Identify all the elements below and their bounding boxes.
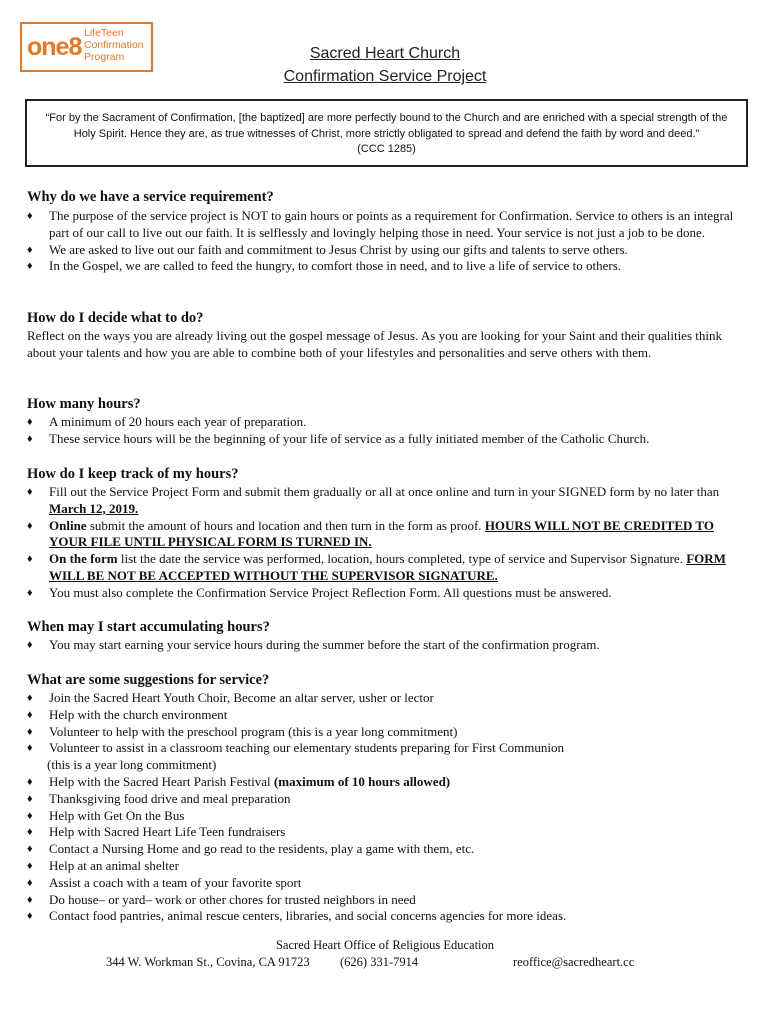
heading-track: How do I keep track of my hours? — [27, 466, 239, 482]
list-item: ♦ You may start earning your service hours during the summer before the start of the confirmation program. — [27, 637, 600, 652]
document-subtitle: Confirmation Service Project — [283, 68, 487, 85]
catechism-quote-box — [25, 99, 748, 167]
list-item: ♦ Join the Sacred Heart Youth Choir, Become an altar server, usher or lector — [27, 690, 434, 705]
diamond-bullet-icon: ♦ — [27, 708, 33, 721]
heading-suggestions: What are some suggestions for service? — [27, 672, 270, 688]
decide-paragraph: Reflect on the ways you are already living out the gospel message of Jesus. As you are looking for your Saint and their qualities think about your talents and how you are able to combine both of your lifestyles and personalities and serve others with them. — [27, 328, 722, 360]
list-item: ♦ Help with Sacred Heart Life Teen fundraisers — [27, 824, 286, 840]
diamond-bullet-icon: ♦ — [27, 432, 33, 445]
diamond-bullet-icon: ♦ — [27, 243, 33, 256]
start-list — [27, 637, 752, 654]
diamond-bullet-icon: ♦ — [27, 792, 33, 805]
diamond-bullet-icon: ♦ — [27, 692, 33, 704]
festival-limit: (maximum of 10 hours allowed) — [273, 773, 451, 789]
diamond-bullet-icon: ♦ — [27, 775, 33, 788]
list-item: ♦ Volunteer to help with the preschool program (this is a year long commitment) — [27, 723, 458, 739]
credit-warning: HOURS WILL NOT BE CREDITED TO YOUR FILE UNTIL PHYSICAL FORM IS TURNED IN. — [49, 517, 714, 550]
diamond-bullet-icon: ♦ — [27, 210, 33, 222]
diamond-bullet-icon: ♦ — [27, 725, 33, 738]
footer-address: 344 W. Workman St., Covina, CA 91723 — [106, 955, 310, 969]
diamond-bullet-icon: ♦ — [27, 876, 33, 889]
quote-citation: (CCC 1285) — [357, 143, 416, 155]
diamond-bullet-icon: ♦ — [27, 742, 33, 755]
quote-text: “For by the Sacrament of Confirmation, [the baptized] are more perfectly bound to the Church and are enriched with a special strength of the Holy Spirit. Hence they are, as true witnesses of Christ, more strictly obligated to spread and defend the faith by word and deed.” — [45, 112, 728, 140]
diamond-bullet-icon: ♦ — [27, 843, 33, 856]
list-item: ♦ Volunteer to assist in a classroom teaching our elementary students preparing for First Communion — [27, 740, 564, 756]
list-item: ♦ Help at an animal shelter — [27, 857, 179, 873]
diamond-bullet-icon: ♦ — [27, 859, 33, 872]
why-list — [27, 208, 752, 275]
list-item: ♦ Online submit the amount of hours and location and then turn in the form as proof. HOURS WILL NOT BE CREDITED TO YOUR FILE UNTIL PHYSICAL FORM IS TURNED IN. — [27, 517, 714, 550]
list-item: ♦ Help with the church environment — [27, 706, 228, 722]
list-item: ♦ You must also complete the Confirmation Service Project Reflection Form. All questions must be answered. — [27, 584, 612, 600]
list-item: ♦ Thanksgiving food drive and meal preparation — [27, 790, 291, 806]
diamond-bullet-icon: ♦ — [27, 486, 33, 498]
diamond-bullet-icon: ♦ — [27, 416, 33, 428]
hours-list — [27, 414, 752, 448]
document-title: Sacred Heart Church — [309, 45, 461, 62]
list-item: ♦ Contact food pantries, animal rescue centers, libraries, and social concerns agencies for more ideas. — [27, 908, 567, 924]
diamond-bullet-icon: ♦ — [27, 519, 33, 532]
list-item-continuation: (this is a year long commitment) — [47, 757, 217, 773]
list-item: ♦ We are asked to live out our faith and commitment to Jesus Christ by using our gifts and talents to serve others. — [27, 241, 628, 257]
suggestions-list — [27, 690, 752, 925]
diamond-bullet-icon: ♦ — [27, 809, 33, 822]
list-item: ♦ The purpose of the service project is NOT to gain hours or points as a requirement for Confirmation. Service to others is an integral part of our call to live out our faith. It is selflessly and lovingly helping those in need. Your service is not just a job to be done. — [27, 208, 734, 240]
list-item: ♦ A minimum of 20 hours each year of preparation. — [27, 414, 307, 429]
list-item: ♦ In the Gospel, we are called to feed the hungry, to comfort those in need, and to live a life of service to others. — [27, 258, 622, 274]
list-item: ♦ Assist a coach with a team of your favorite sport — [27, 874, 302, 890]
diamond-bullet-icon: ♦ — [27, 586, 33, 599]
logo-wordmark: one8 — [27, 33, 82, 61]
heading-why: Why do we have a service requirement? — [27, 189, 274, 205]
footer-office: Sacred Heart Office of Religious Education — [275, 938, 495, 952]
diamond-bullet-icon: ♦ — [27, 910, 33, 923]
footer-email: reoffice@sacredheart.cc — [513, 955, 635, 969]
diamond-bullet-icon: ♦ — [27, 826, 33, 839]
list-item: ♦ Help with the Sacred Heart Parish Festival (maximum of 10 hours allowed) — [27, 773, 451, 789]
list-item: ♦ On the form list the date the service was performed, location, hours completed, type of service and Supervisor Signature. FORM WILL BE NOT BE ACCEPTED WITHOUT THE SUPERVISOR SIGNATURE. — [27, 551, 726, 583]
list-item: ♦ These service hours will be the beginning of your life of service as a fully initiated member of the Catholic Church. — [27, 430, 650, 446]
list-item: ♦ Contact a Nursing Home and go read to the residents, play a game with them, etc. — [27, 841, 475, 857]
deadline-date: March 12, 2019. — [49, 500, 139, 516]
list-item: ♦ Help with Get On the Bus — [27, 807, 185, 823]
list-item: ♦ Do house– or yard– work or other chores for trusted neighbors in need — [27, 891, 416, 907]
list-item: ♦ Fill out the Service Project Form and submit them gradually or all at once online and turn in your SIGNED form by no later than March 12, 2019. — [27, 484, 720, 516]
diamond-bullet-icon: ♦ — [27, 553, 33, 566]
logo-caption: LifeTeen Confirmation Program — [84, 27, 144, 63]
heading-start: When may I start accumulating hours? — [27, 619, 270, 635]
diamond-bullet-icon: ♦ — [27, 639, 33, 651]
heading-hours: How many hours? — [27, 396, 141, 412]
track-list — [27, 484, 752, 602]
diamond-bullet-icon: ♦ — [27, 260, 33, 273]
signature-warning: FORM WILL BE NOT BE ACCEPTED WITHOUT THE SUPERVISOR SIGNATURE. — [49, 551, 726, 583]
diamond-bullet-icon: ♦ — [27, 893, 33, 906]
footer-phone: (626) 331-7914 — [340, 955, 419, 969]
heading-decide: How do I decide what to do? — [27, 310, 204, 326]
